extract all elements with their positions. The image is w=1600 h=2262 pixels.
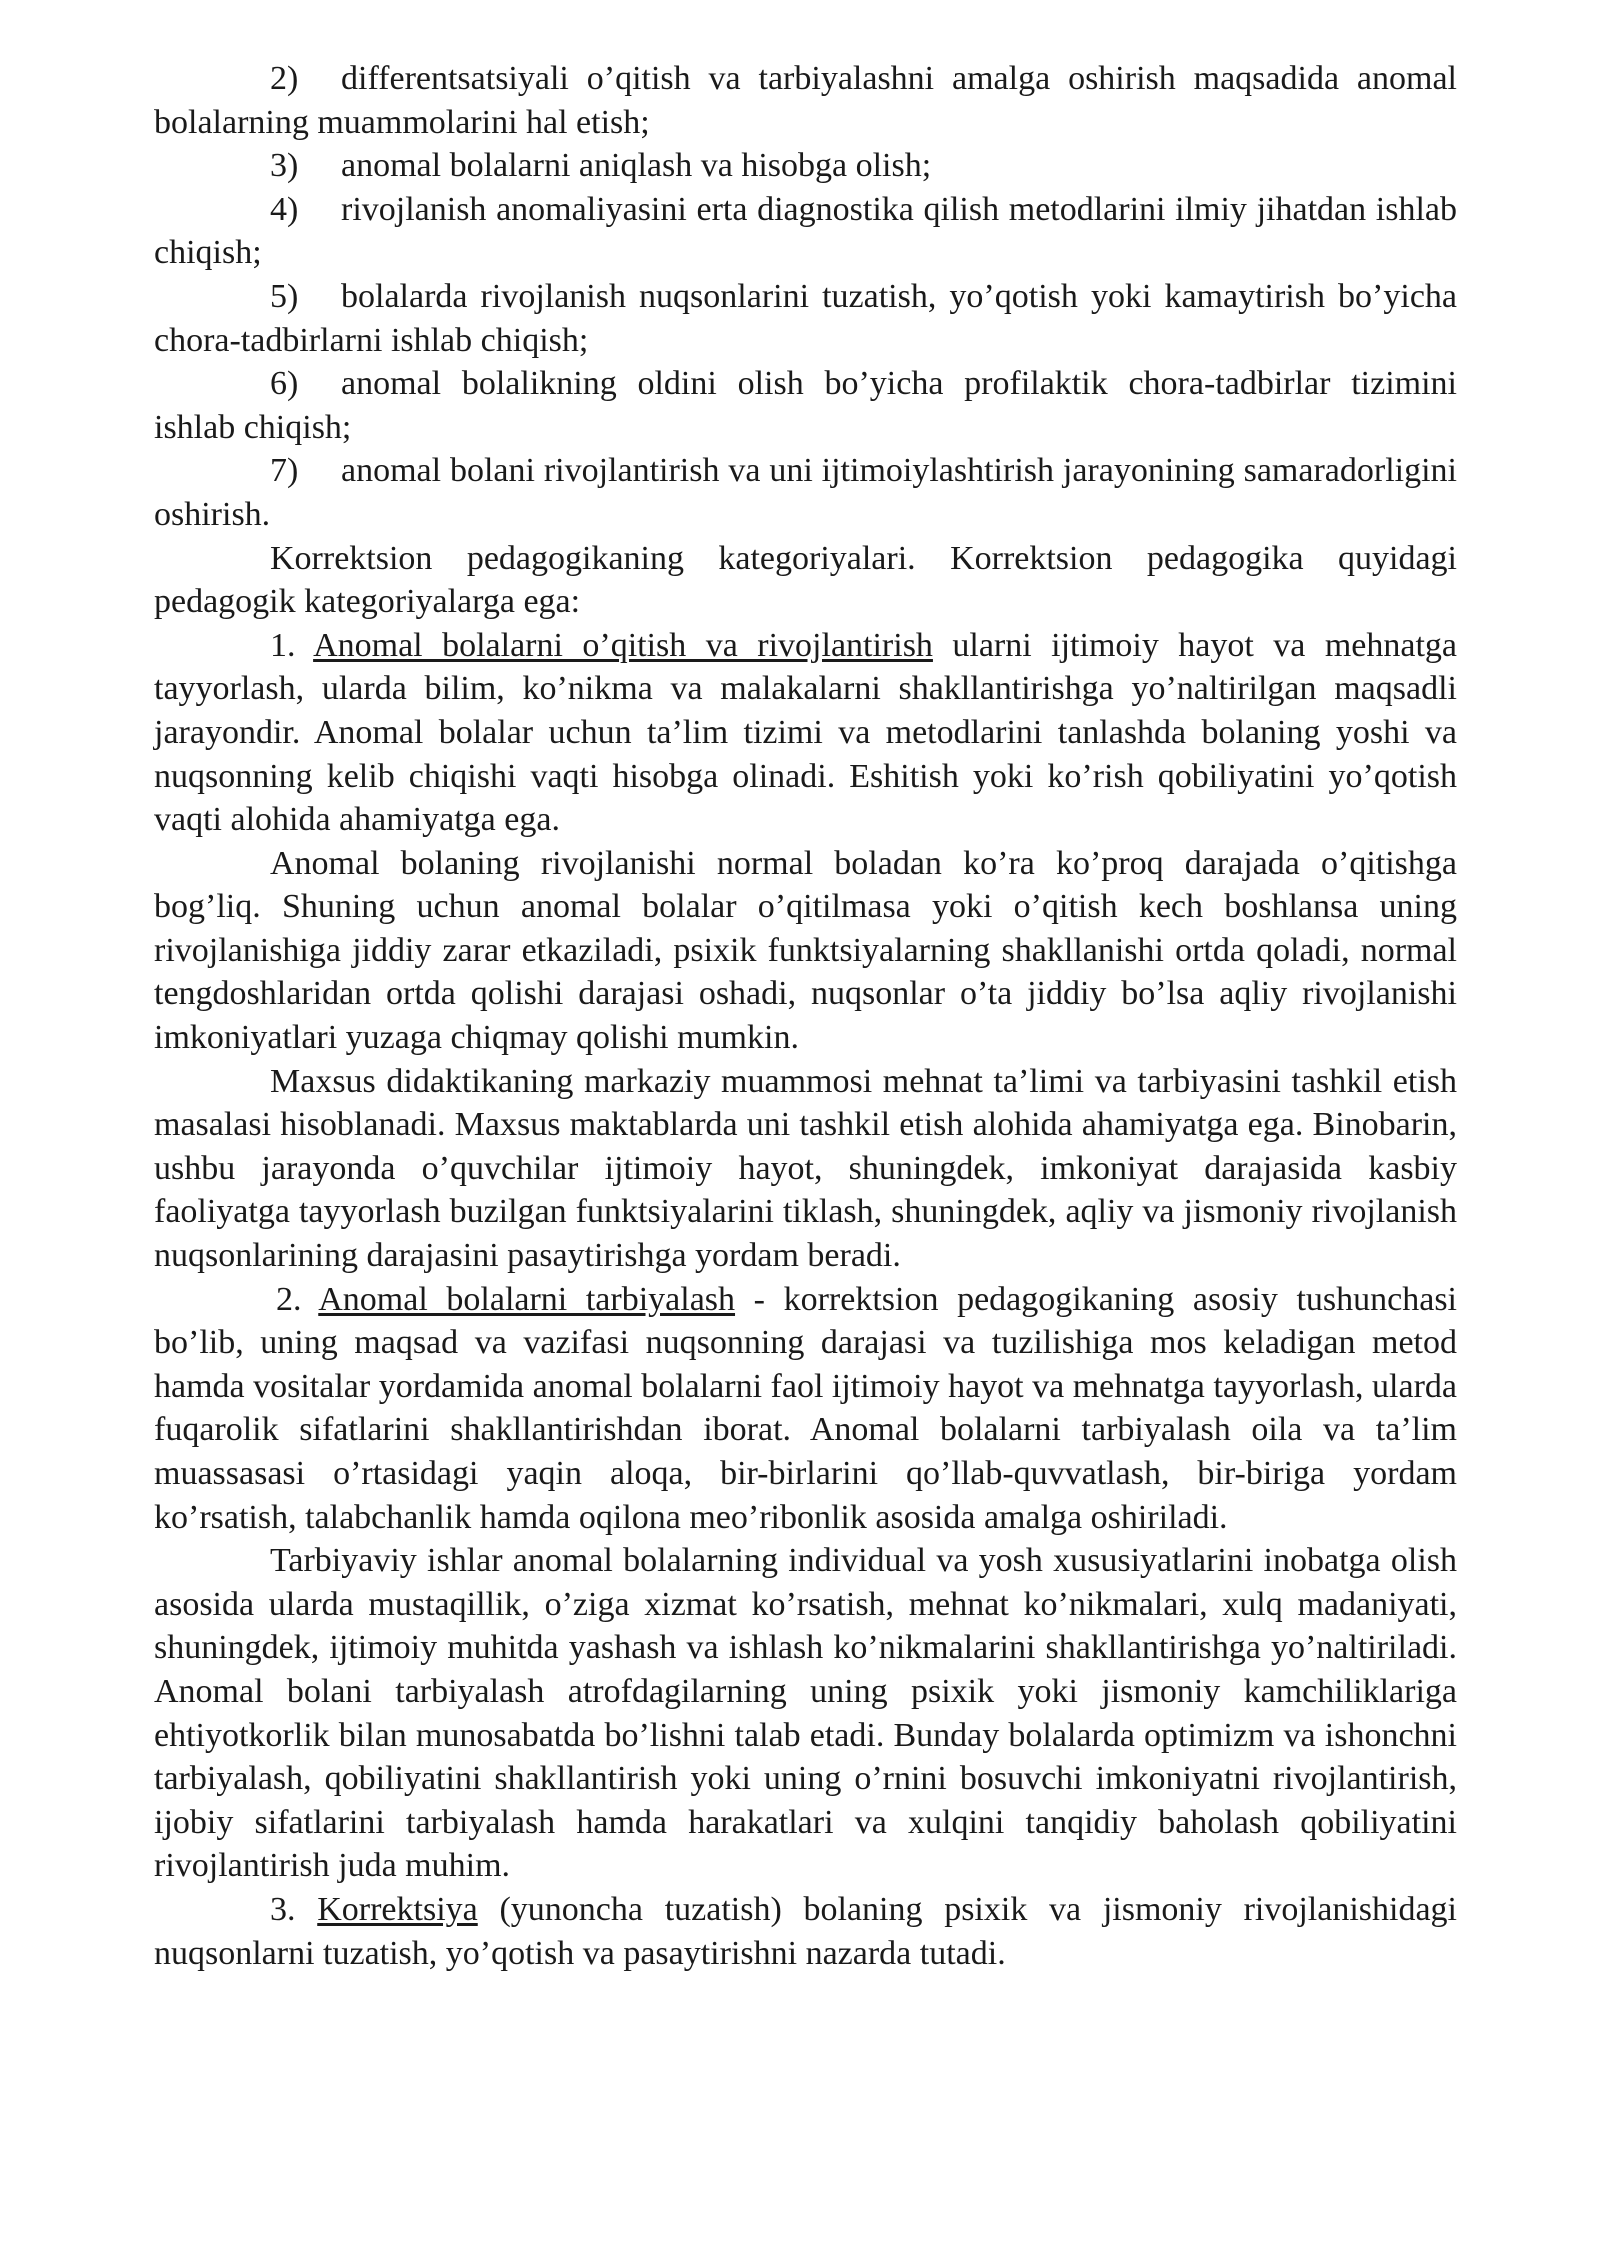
category-2-text: - korrektsion pedagogikaning asosiy tushunchasi bo’lib, uning maqsad va vazifasi nuqsonning darajasi va tuzilishiga mos keladigan metod hamda vositalar yordamida anomal bolalarni faol ijtimoiy hayot va mehnatga tayyorlash, ularda fuqarolik sifatlarini shakllantirishdan iborat. Anomal bolalarni tarbiyalash oila va ta’lim muassasasi o’rtasidagi yaqin aloqa, bir-birlarini qo’llab-quvvatlash, bir-biriga yordam ko’rsatish, talabchanlik hamda oqilona meo’ribonlik asosida amalga oshiriladi. [154, 1280, 1458, 1536]
category-2-number: 2. [276, 1280, 319, 1318]
list-item-text: anomal bolalarni aniqlash va hisobga olish; [341, 147, 932, 185]
list-item-number: 5) [270, 277, 299, 315]
category-1-text: ularni ijtimoiy hayot va mehnatga tayyorlash, ularda bilim, ko’nikma va malakalarni shakllantirishga yo’naltirilgan maqsadli jarayondir. Anomal bolalar uchun ta’lim tizimi va metodlarini tanlashda bolaning yoshi va nuqsonning kelib chiqishi vaqti hisobga olinadi. Eshitish yoki ko’rish qobiliyatini yo’qotish vaqti alohida ahamiyatga ega. [154, 626, 1458, 839]
development-paragraph: Anomal bolaning rivojlanishi normal boladan ko’ra ko’proq darajada o’qitishga bog’liq. Shuning uchun anomal bolalar o’qitilmasa yoki o’qitish kech boshlansa uning rivojlanishiga jiddiy zarar etkaziladi, psixik funktsiyalarning shakllanishi ortda qoladi, normal tengdoshlaridan ortda qolishi darajasi oshadi, nuqsonlar o’ta jiddiy bo’lsa aqliy rivojlanishi imkoniyatlari yuzaga chiqmay qolishi mumkin. [154, 844, 1457, 1057]
list-item-text: bolalarda rivojlanish nuqsonlarini tuzatish, yo’qotish yoki kamaytirish bo’yicha chora-tadbirlarni ishlab chiqish; [154, 277, 1457, 359]
category-1-term: Anomal bolalarni o’qitish va rivojlantirish [313, 626, 933, 664]
list-item [154, 362, 1457, 449]
document-page [154, 57, 1457, 1975]
didactics-paragraph: Maxsus didaktikaning markaziy muammosi mehnat ta’limi va tarbiyasini tashkil etish masalasi hisoblanadi. Maxsus maktablarda uni tashkil etish alohida ahamiyatga ega. Binobarin, ushbu jarayonda o’quvchilar ijtimoiy hayot, shuningdek, imkoniyat darajasida kasbiy faoliyatga tayyorlash buzilgan funktsiyalarini tiklash, shuningdek, aqliy va jismoniy rivojlanish nuqsonlarining darajasini pasaytirishga yordam beradi. [154, 1062, 1457, 1275]
category-3-paragraph [154, 1888, 1457, 1975]
list-item [154, 57, 1457, 144]
list-item [154, 188, 1457, 275]
category-3-term: Korrektsiya [317, 1890, 478, 1928]
list-item-number: 4) [270, 190, 299, 228]
list-item [154, 449, 1457, 536]
list-item-text: differentsatsiyali o’qitish va tarbiyalashni amalga oshirish maqsadida anomal bolalarning muammolarini hal etish; [154, 60, 1457, 141]
list-item [154, 144, 1457, 188]
categories-intro-paragraph: Korrektsion pedagogikaning kategoriyalari. Korrektsion pedagogika quyidagi pedagogik kategoriyalarga ega: [154, 539, 1457, 621]
list-item-text: rivojlanish anomaliyasini erta diagnostika qilish metodlarini ilmiy jihatdan ishlab chiqish; [154, 190, 1457, 272]
list-item-number: 2) [270, 60, 299, 97]
upbringing-paragraph: Tarbiyaviy ishlar anomal bolalarning individual va yosh xususiyatlarini inobatga olish asosida ularda mustaqillik, o’ziga xizmat ko’rsatish, mehnat ko’nikmalari, xulq madaniyati, shuningdek, ijtimoiy muhitda yashash va ishlash ko’nikmalarini shakllantirishga yo’naltiriladi. Anomal bolani tarbiyalash atrofdagilarning uning psixik yoki jismoniy kamchiliklariga ehtiyotkorlik bilan munosabatda bo’lishni talab etadi. Bunday bolalarda optimizm va ishonchni tarbiyalash, qobiliyatini shakllantirish yoki uning o’rnini bosuvchi imkoniyatni rivojlantirish, ijobiy sifatlarini tarbiyalash hamda harakatlari va xulqini tanqidiy baholash qobiliyatini rivojlantirish juda muhim. [154, 1542, 1457, 1885]
list-item-number: 6) [270, 365, 299, 403]
category-1-number: 1. [270, 626, 314, 664]
list-item-text: anomal bolalikning oldini olish bo’yicha profilaktik chora-tadbirlar tizimini ishlab chiqish; [154, 365, 1457, 446]
list-item-number: 7) [270, 452, 299, 490]
category-1-paragraph [154, 624, 1457, 842]
list-item-number: 3) [270, 147, 299, 185]
list-item-text: anomal bolani rivojlantirish va uni ijtimoiylashtirish jarayonining samaradorligini oshirish. [154, 452, 1457, 533]
category-2-paragraph [154, 1278, 1457, 1540]
list-item [154, 275, 1457, 362]
category-2-term: Anomal bolalarni tarbiyalash [318, 1280, 736, 1318]
category-3-text: (yunoncha tuzatish) bolaning psixik va jismoniy rivojlanishidagi nuqsonlarni tuzatish, yo’qotish va pasaytirishni nazarda tutadi. [154, 1890, 1458, 1972]
category-3-number: 3. [270, 1890, 318, 1928]
